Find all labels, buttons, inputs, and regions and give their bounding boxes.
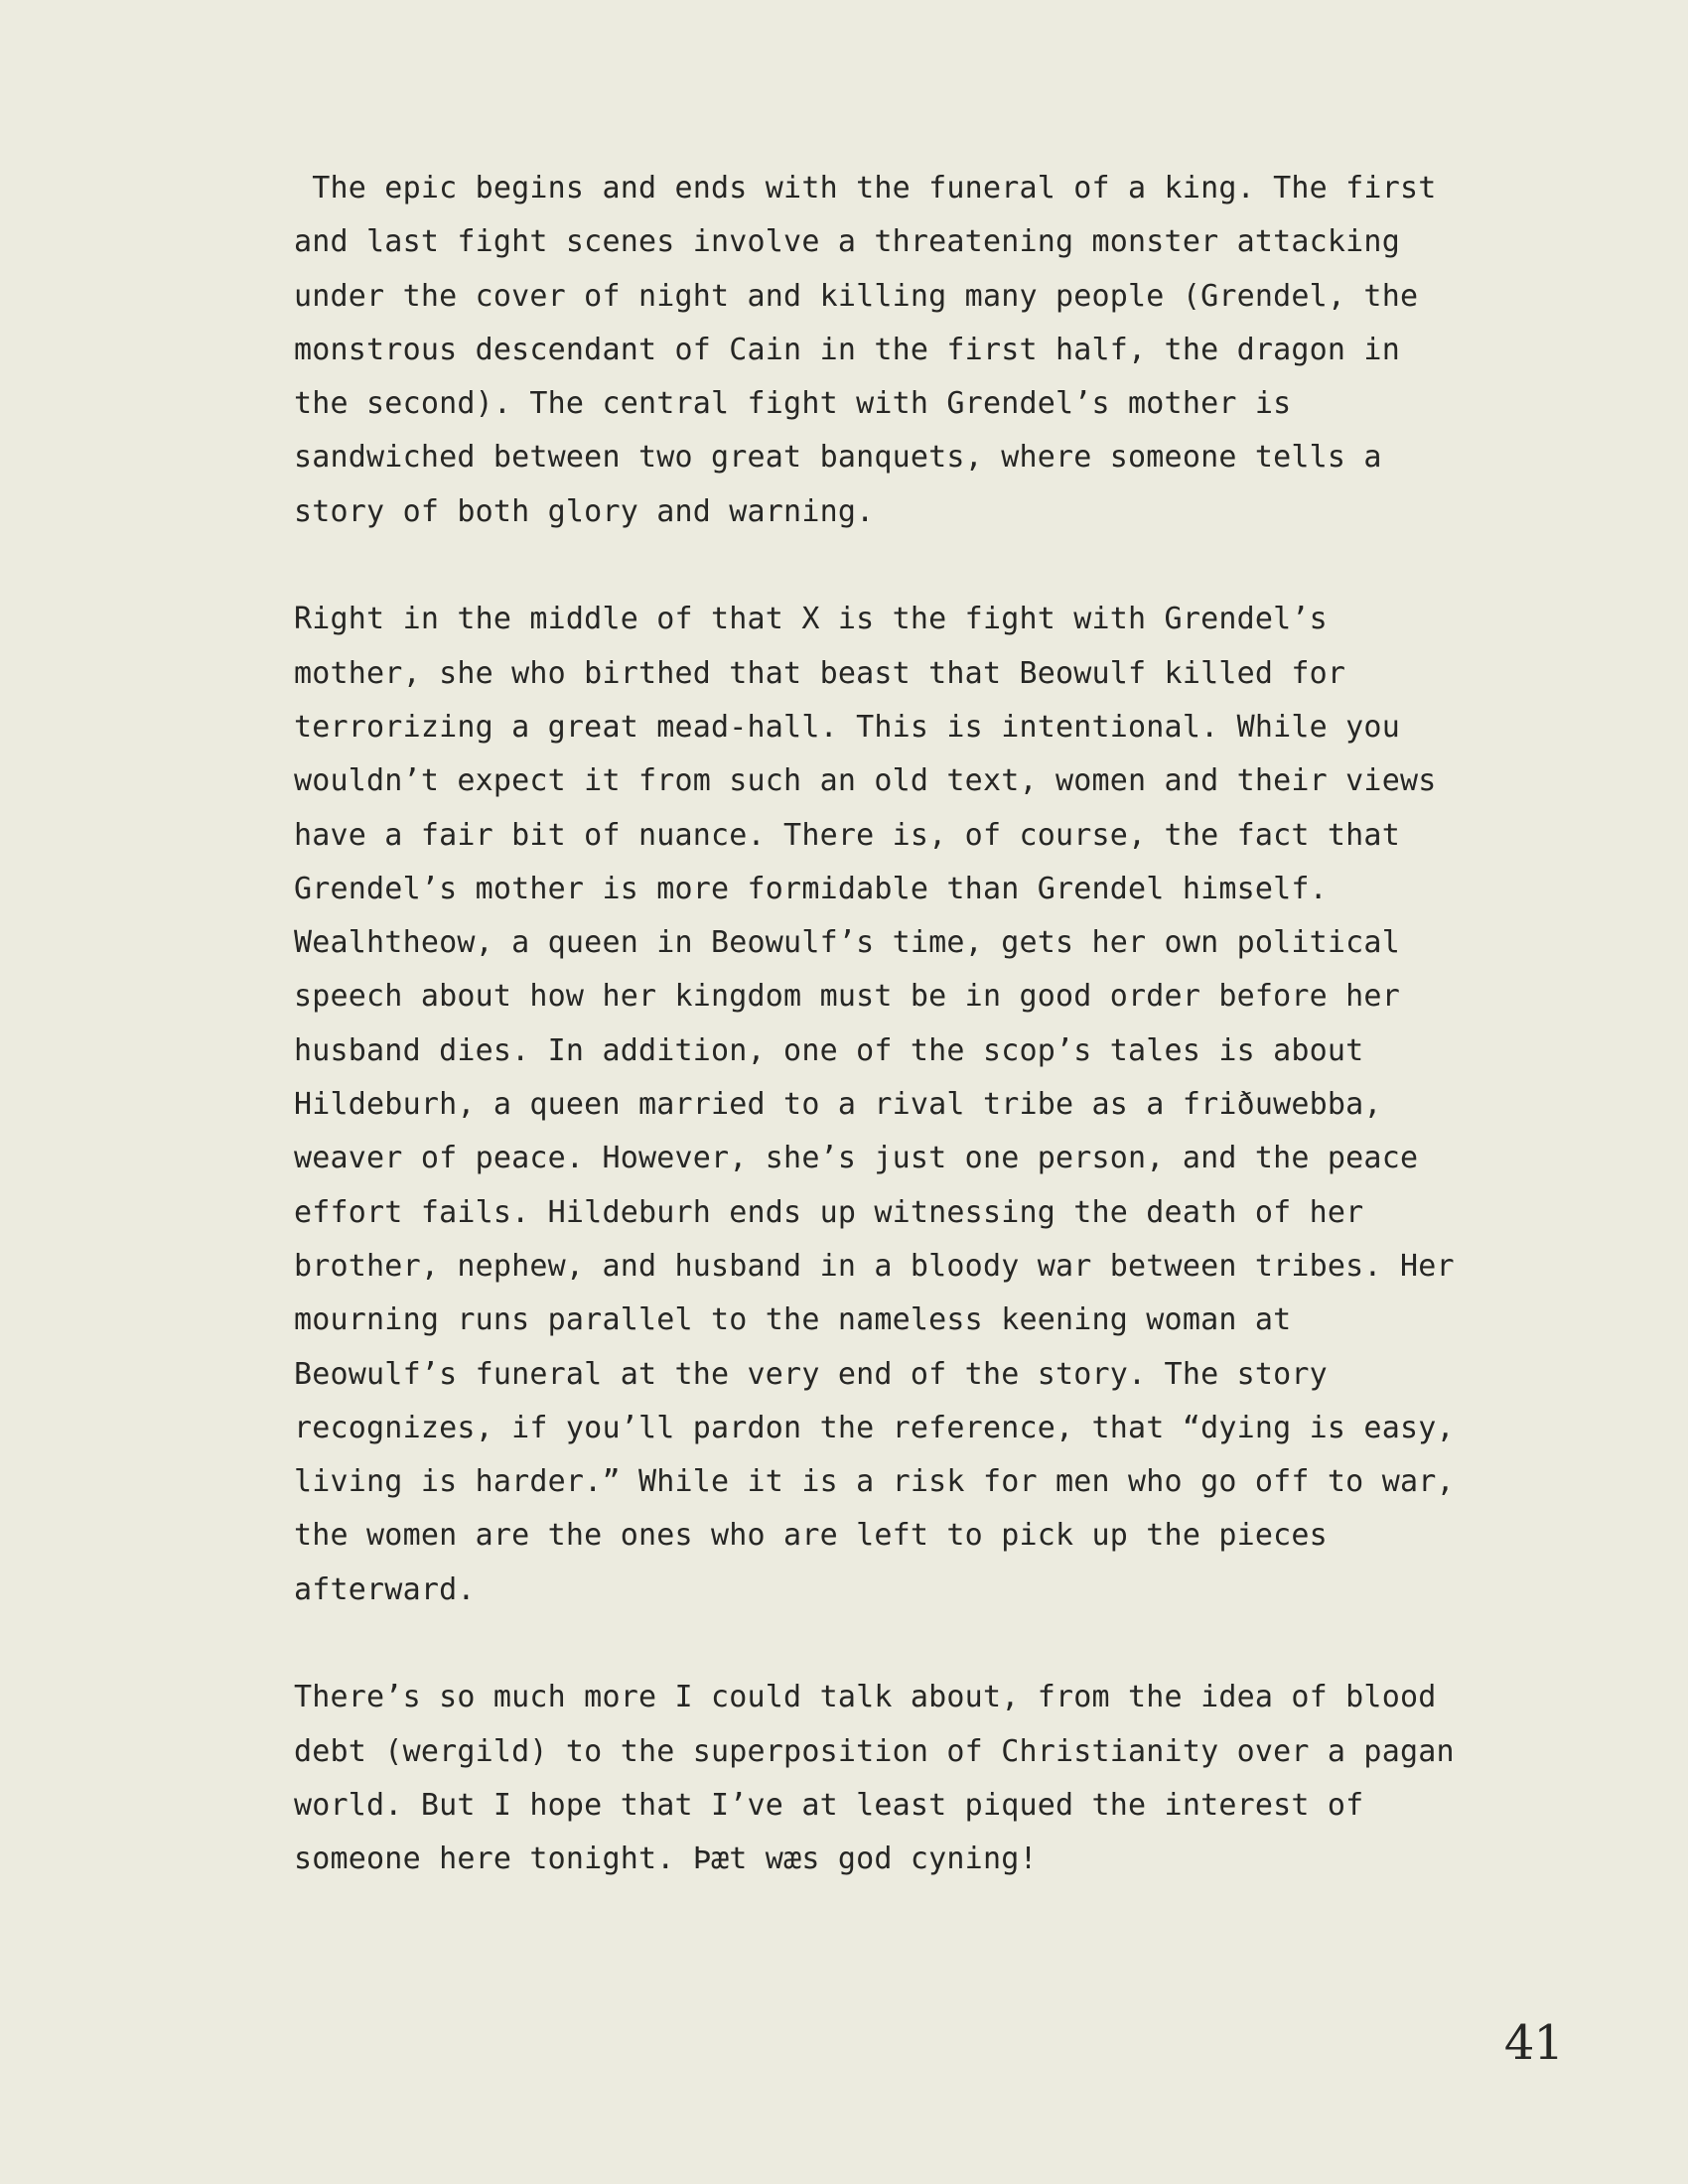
text-line: under the cover of night and killing many people (Grendel, the <box>294 278 1419 314</box>
text-line: terrorizing a great mead-hall. This is intentional. While you <box>294 709 1400 745</box>
paragraph-1 <box>294 162 1437 539</box>
text-line: mother, she who birthed that beast that Beowulf killed for <box>294 655 1346 691</box>
text-line: recognizes, if you’ll pardon the reference, that “dying is easy, <box>294 1410 1455 1445</box>
paragraph-3 <box>294 1671 1455 1886</box>
text-line: someone here tonight. Þæt wæs god cyning! <box>294 1842 1038 1877</box>
body-text <box>294 162 1455 1941</box>
text-line: effort fails. Hildeburh ends up witnessing the death of her <box>294 1194 1364 1230</box>
text-line: Hildeburh, a queen married to a rival tribe as a friðuwebba, <box>294 1087 1382 1123</box>
text-line: afterward. <box>294 1571 476 1607</box>
text-line: story of both glory and warning. <box>294 493 875 529</box>
text-line: the women are the ones who are left to pick up the pieces <box>294 1518 1328 1554</box>
text-line: Grendel’s mother is more formidable than Grendel himself. <box>294 871 1328 906</box>
text-line: Wealhtheow, a queen in Beowulf’s time, gets her own political <box>294 925 1400 961</box>
text-line: living is harder.” While it is a risk for men who go off to war, <box>294 1464 1455 1500</box>
text-line: There’s so much more I could talk about, from the idea of blood <box>294 1680 1437 1715</box>
text-line: Right in the middle of that X is the fight with Grendel’s <box>294 602 1328 637</box>
text-line: have a fair bit of nuance. There is, of course, the fact that <box>294 817 1400 853</box>
text-line: wouldn’t expect it from such an old text, women and their views <box>294 763 1437 799</box>
text-line: husband dies. In addition, one of the scop’s tales is about <box>294 1032 1364 1068</box>
text-line: speech about how her kingdom must be in good order before her <box>294 979 1400 1015</box>
text-line: the second). The central fight with Grendel’s mother is <box>294 386 1292 422</box>
text-line: sandwiched between two great banquets, where someone tells a <box>294 440 1382 476</box>
paragraph-2 <box>294 593 1455 1617</box>
text-line: monstrous descendant of Cain in the first half, the dragon in <box>294 332 1400 367</box>
text-line: weaver of peace. However, she’s just one person, and the peace <box>294 1141 1419 1176</box>
text-line: brother, nephew, and husband in a bloody war between tribes. Her <box>294 1248 1455 1284</box>
text-line: debt (wergild) to the superposition of Christianity over a pagan <box>294 1733 1455 1769</box>
text-line: world. But I hope that I’ve at least piqued the interest of <box>294 1787 1364 1823</box>
text-line: mourning runs parallel to the nameless keening woman at <box>294 1302 1292 1338</box>
page-number: 41 <box>1503 2015 1563 2071</box>
text-line: The epic begins and ends with the funeral of a king. The first <box>294 171 1437 205</box>
text-line: and last fight scenes involve a threatening monster attacking <box>294 224 1400 260</box>
text-line: Beowulf’s funeral at the very end of the story. The story <box>294 1356 1328 1392</box>
